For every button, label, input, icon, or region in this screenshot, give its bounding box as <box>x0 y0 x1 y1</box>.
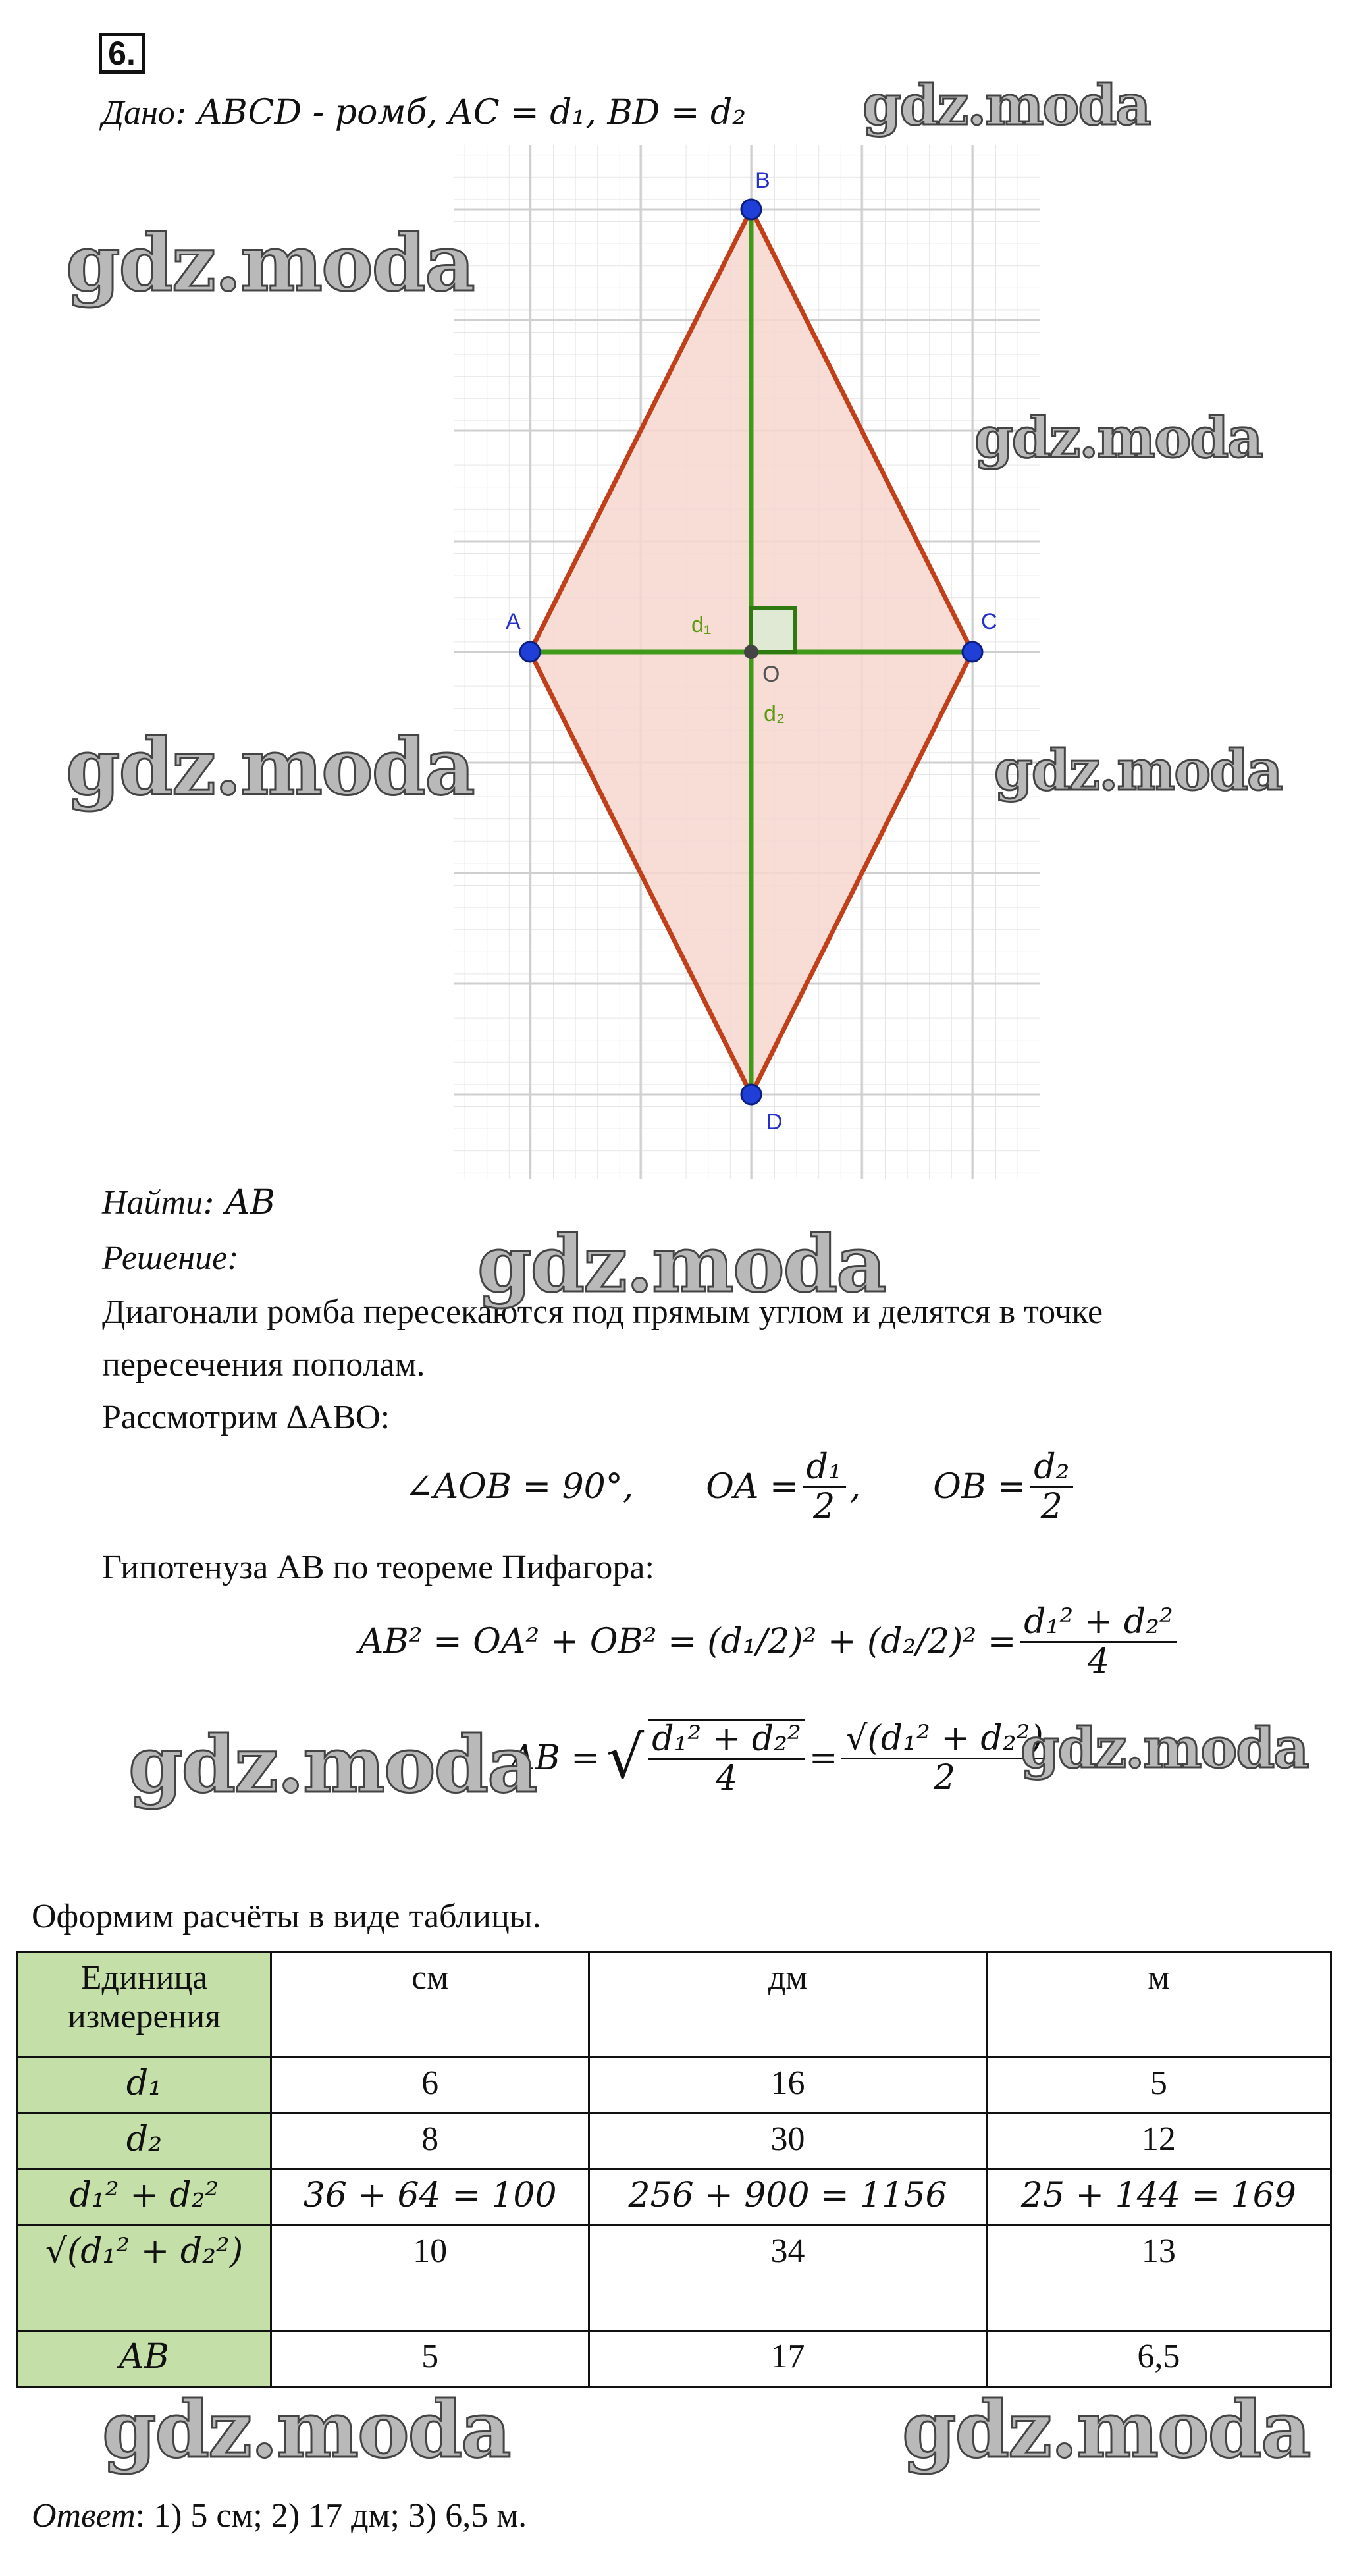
eq1-oa-num: d₁ <box>803 1449 846 1488</box>
watermark: gdz.moda <box>902 2384 1310 2475</box>
eq2-left: AB² = OA² + OB² = (d₁/2)² + (d₂/2)² = <box>359 1622 1017 1662</box>
text-line-1: Диагонали ромба пересекаются под прямым углом и делятся в точке <box>102 1293 1103 1331</box>
label-d: D <box>766 1110 783 1135</box>
header-col-2: дм <box>589 1952 986 2058</box>
answer-line <box>32 2496 527 2536</box>
table-cell: 16 <box>589 2058 986 2114</box>
point-o <box>744 645 758 659</box>
eq3-left: AB = <box>510 1738 600 1778</box>
table-row <box>18 2331 1331 2387</box>
eq2-fraction <box>1020 1603 1177 1680</box>
table-cell: 5 <box>986 2058 1331 2114</box>
eq1-oa-fraction <box>803 1449 846 1526</box>
eq3-num: √(d₁² + d₂²) <box>841 1720 1047 1759</box>
answer-label: Ответ <box>32 2497 136 2535</box>
eq2-den: 4 <box>1088 1642 1110 1682</box>
eq3-rad-num: d₁² + d₂² <box>648 1721 805 1760</box>
watermark: gdz.moda <box>477 1218 886 1310</box>
label-b: B <box>755 168 770 193</box>
equation-3: AB = √ $\frac{\text{d₁² + d₂²}}{4}$ = $\frac{\text{√(d₁² + d₂²)}}{2}$ <box>510 1719 1051 1798</box>
eq3-den: 2 <box>934 1758 956 1798</box>
table-cell: 256 + 900 = 1156 <box>589 2170 986 2226</box>
point-c <box>963 642 982 662</box>
solution-heading <box>102 1238 239 1279</box>
table-row <box>18 2170 1331 2226</box>
row-label: d₂ <box>18 2114 271 2170</box>
label-d2: d₂ <box>764 701 785 726</box>
watermark: gdz.moda <box>102 2384 510 2475</box>
eq1-ob-fraction <box>1030 1449 1073 1526</box>
table-row <box>18 2114 1331 2170</box>
watermark: gdz.moda <box>994 738 1282 803</box>
eq1-angle: ∠AOB = 90°, <box>405 1467 634 1507</box>
eq3-radical-fraction <box>648 1719 805 1798</box>
table-cell: 12 <box>986 2114 1331 2170</box>
table-row <box>18 2226 1331 2331</box>
eq3-fraction <box>841 1720 1047 1797</box>
watermark: gdz.moda <box>974 405 1262 470</box>
eq2-num: d₁² + d₂² <box>1020 1603 1177 1643</box>
eq1-oa-den: 2 <box>813 1487 835 1527</box>
answer-text: : 1) 5 см; 2) 17 дм; 3) 6,5 м. <box>135 2497 527 2535</box>
given-label: Дано <box>102 94 175 132</box>
label-d1: d₁ <box>691 612 712 637</box>
watermark: gdz.moda <box>66 721 474 813</box>
eq3-eq: = <box>808 1738 838 1778</box>
find-text: : AB <box>203 1183 275 1222</box>
equation-1: ∠AOB = 90°, OA = $\frac{\text{d₁}}{2}$ , OB = $\frac{\text{d₂}}{2}$ <box>405 1449 1077 1526</box>
find-line <box>102 1182 275 1223</box>
table-cell: 25 + 144 = 169 <box>986 2170 1331 2226</box>
table-cell: 10 <box>271 2226 589 2331</box>
row-label: d₁ <box>18 2058 271 2114</box>
watermark: gdz.moda <box>1020 1715 1308 1781</box>
eq1-ob-num: d₂ <box>1030 1449 1073 1488</box>
table-cell: 34 <box>589 2226 986 2331</box>
label-a: A <box>506 609 521 634</box>
row-label: d₁² + d₂² <box>18 2170 271 2226</box>
eq1-oa: OA = <box>706 1467 799 1507</box>
point-b <box>741 200 761 219</box>
task-number: 6. <box>99 33 145 74</box>
label-c: C <box>981 609 997 634</box>
header-col-1: см <box>271 1952 589 2058</box>
given-text: : ABCD - ромб, AC = d₁, BD = d₂ <box>174 93 747 132</box>
eq1-ob-den: 2 <box>1040 1487 1063 1527</box>
header-label: Единица измерения <box>18 1952 271 2058</box>
right-angle-mark <box>751 608 795 652</box>
text-line-2: пересечения пополам. <box>102 1346 425 1383</box>
table-header-row <box>18 1952 1331 2058</box>
table-cell: 17 <box>589 2331 986 2387</box>
find-label: Найти <box>102 1184 203 1221</box>
table-cell: 36 + 64 = 100 <box>271 2170 589 2226</box>
eq3-rad-den: 4 <box>715 1759 738 1799</box>
text-line-4: Гипотенуза AB по теореме Пифагора: <box>102 1549 654 1586</box>
solution-label: Решение <box>102 1239 228 1277</box>
watermark: gdz.moda <box>862 72 1150 138</box>
watermark: gdz.moda <box>128 1719 537 1810</box>
solution-colon: : <box>227 1239 239 1277</box>
table-cell: 8 <box>271 2114 589 2170</box>
row-label: AB <box>18 2331 271 2387</box>
point-a <box>520 642 540 662</box>
header-col-3: м <box>986 1952 1331 2058</box>
table-cell: 30 <box>589 2114 986 2170</box>
point-d <box>741 1085 761 1104</box>
calculation-table <box>16 1951 1332 2388</box>
text-line-5: Оформим расчёты в виде таблицы. <box>32 1898 541 1935</box>
label-o: O <box>762 662 780 687</box>
text-line-3: Рассмотрим ΔABO: <box>102 1399 390 1436</box>
table-cell: 6,5 <box>986 2331 1331 2387</box>
table-cell: 5 <box>271 2331 589 2387</box>
rhombus-figure <box>0 0 1349 1185</box>
table-cell: 6 <box>271 2058 589 2114</box>
watermark: gdz.moda <box>66 217 474 309</box>
row-label: √(d₁² + d₂²) <box>18 2226 271 2331</box>
equation-2 <box>359 1603 1181 1680</box>
table-row <box>18 2058 1331 2114</box>
table-cell: 13 <box>986 2226 1331 2331</box>
eq1-ob: OB = <box>933 1467 1026 1507</box>
